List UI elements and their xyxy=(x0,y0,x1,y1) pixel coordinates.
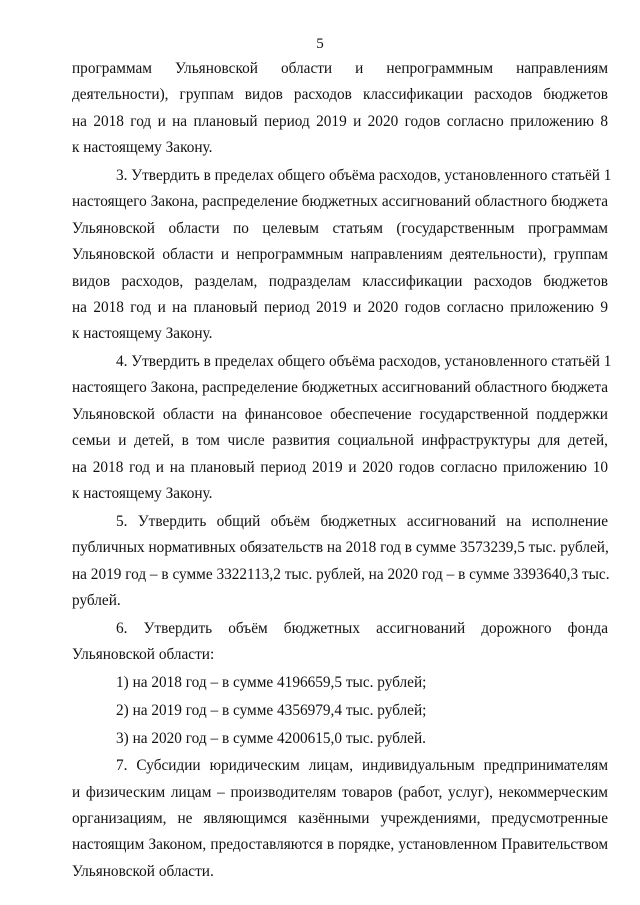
text-line: видов расходов, разделам, подразделам классификации расходов бюджетов xyxy=(72,272,608,290)
text-line: и физическим лицам – производителям товаров (работ, услуг), некоммерческим xyxy=(72,783,608,801)
text-line: Ульяновской области на финансовое обеспечение государственной поддержки xyxy=(72,405,608,423)
text-line: Ульяновской области по целевым статьям (государственным программам xyxy=(72,219,608,237)
text-line: организациям, не являющимся казёнными учреждениями, предусмотренные xyxy=(72,810,608,828)
text-line: 2) на 2019 год – в сумме 4356979,4 тыс. рублей; xyxy=(116,701,427,719)
text-line: 6. Утвердить объём бюджетных ассигнований дорожного фонда xyxy=(116,619,608,637)
paragraph-p5 xyxy=(72,509,608,615)
text-line: Ульяновской области: xyxy=(72,646,215,664)
paragraph-p7 xyxy=(72,753,608,885)
text-line: к настоящему Закону. xyxy=(72,485,213,503)
text-line: на 2018 год и на плановый период 2019 и 2020 годов согласно приложению 9 xyxy=(72,298,608,316)
text-line: Ульяновской области. xyxy=(72,862,214,880)
paragraph-p0 xyxy=(72,56,608,162)
page-number: 5 xyxy=(316,36,324,52)
text-line: 5. Утвердить общий объём бюджетных ассигнований на исполнение xyxy=(116,512,608,530)
text-line: семьи и детей, в том числе развития социальной инфраструктуры для детей, xyxy=(72,432,608,450)
paragraph-p4 xyxy=(72,349,612,507)
text-line: на 2019 год – в сумме 3322113,2 тыс. рублей, на 2020 год – в сумме 3393640,3 тыс. xyxy=(72,565,610,583)
text-line: к настоящему Закону. xyxy=(72,325,213,343)
paragraph-p6 xyxy=(72,616,608,669)
paragraph-p6-1 xyxy=(72,670,608,696)
text-line: деятельности), группам видов расходов классификации расходов бюджетов xyxy=(72,86,608,104)
text-line: публичных нормативных обязательств на 2018 год в сумме 3573239,5 тыс. рублей, xyxy=(72,539,609,557)
paragraph-p6-3 xyxy=(72,726,608,752)
text-line: к настоящему Закону. xyxy=(72,139,213,157)
document-body xyxy=(72,56,612,887)
text-line: 4. Утвердить в пределах общего объёма расходов, установленного статьёй 1 xyxy=(116,353,612,371)
paragraph-p3 xyxy=(72,163,612,348)
text-line: настоящим Законом, предоставляются в порядке, установленном Правительством xyxy=(72,836,608,854)
text-line: настоящего Закона, распределение бюджетных ассигнований областного бюджета xyxy=(72,379,608,397)
text-line: программам Ульяновской области и непрограммным направлениям xyxy=(72,60,608,77)
text-line: 7. Субсидии юридическим лицам, индивидуальным предпринимателям xyxy=(116,757,608,775)
text-line: 3) на 2020 год – в сумме 4200615,0 тыс. рублей. xyxy=(116,729,426,747)
text-line: рублей. xyxy=(72,591,121,609)
paragraph-p6-2 xyxy=(72,698,608,724)
text-line: настоящего Закона, распределение бюджетных ассигнований областного бюджета xyxy=(72,193,608,211)
text-line: Ульяновской области и непрограммным направлениям деятельности), группам xyxy=(72,246,608,264)
text-line: на 2018 год и на плановый период 2019 и 2020 годов согласно приложению 8 xyxy=(72,112,608,130)
text-line: 3. Утвердить в пределах общего объёма расходов, установленного статьёй 1 xyxy=(116,166,612,184)
text-line: на 2018 год и на плановый период 2019 и 2020 годов согласно приложению 10 xyxy=(72,458,608,476)
text-line: 1) на 2018 год – в сумме 4196659,5 тыс. рублей; xyxy=(116,673,427,691)
